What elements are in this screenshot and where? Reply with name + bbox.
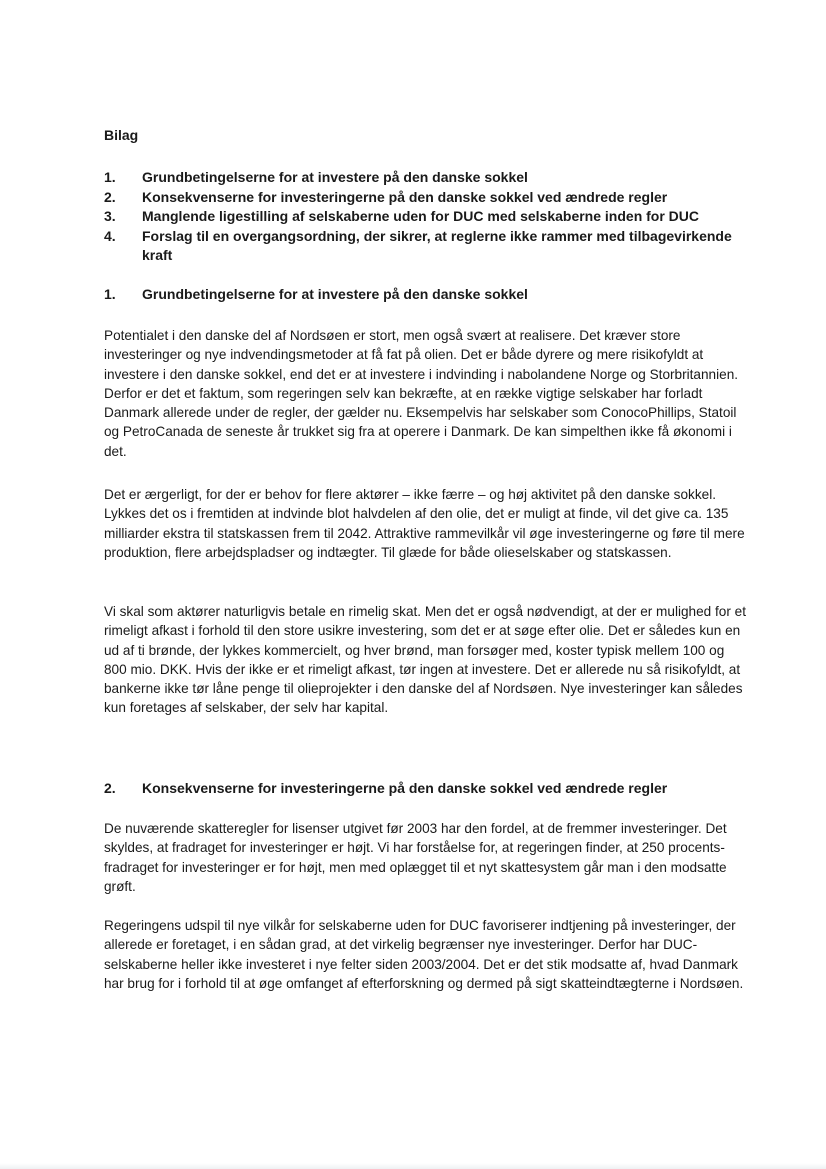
section-1-title <box>104 286 528 302</box>
section-2-paragraph-1: De nuværende skatteregler for lisenser utgivet før 2003 har den fordel, at de fremmer investeringer. Det skyldes, at fradraget for investeringer er højt. Vi har forståelse for, at regeringen finder, at 250 procents-fradraget for investeringer er for højt, men med oplægget til et nyt skattesystem går man i den modsatte grøft. <box>104 821 727 894</box>
section-1-paragraph-1: Potentialet i den danske del af Nordsøen er stort, men også svært at realisere. Det kræver store investeringer og nye indvendingsmetoder at få fat på olien. Det er både dyrere og mere risikofyldt at investere i den danske sokkel, end det er at investere i indvinding i nabolandene Norge og Storbritannien. Derfor er det et faktum, som regeringen selv kan bekræfte, at en række vigtige selskaber har forladt Danmark allerede under de regler, der gælder nu. Eksempelvis har selskaber som ConocoPhillips, Statoil og PetroCanada de seneste år trukket sig fra at operere i Danmark. De kan simpelthen ikke få økonomi i det. <box>104 328 739 459</box>
toc-item-text: Grundbetingelserne for at investere på den danske sokkel <box>142 169 528 185</box>
section-number: 1. <box>104 286 116 302</box>
toc-item-text: Forslag til en overgangsordning, der sikrer, at reglerne ikke rammer med tilbagevirkende kraft <box>142 227 732 263</box>
toc-item <box>104 227 764 266</box>
toc-item-number: 1. <box>104 169 116 185</box>
section-2-paragraph-2: Regeringens udspil til nye vilkår for selskaberne uden for DUC favoriserer indtjening på investeringer, der allerede er foretaget, i en sådan grad, at det virkelig begrænser nye investeringer. Derfor har DUC-selskaberne heller ikke investeret i nye felter siden 2003/2004. Det er det stik modsatte af, hvad Danmark har brug for i forhold til at øge omfanget af efterforskning og dermed på sigt skatteindtægterne i Nordsøen. <box>104 918 744 991</box>
scan-edge-shadow <box>0 1163 826 1169</box>
toc-item <box>104 188 764 208</box>
section-title-text: Konsekvenserne for investeringerne på den danske sokkel ved ændrede regler <box>142 780 668 796</box>
table-of-contents <box>104 168 764 266</box>
section-1-paragraph-3: Vi skal som aktører naturligvis betale en rimelig skat. Men det er også nødvendigt, at der er mulighed for et rimeligt afkast i forhold til den store usikre investering, som det er at søge efter olie. Det er således kun en ud af ti brønde, der lykkes kommercielt, og hver brønd, man forsøger med, koster typisk mellem 100 og 800 mio. DKK. Hvis der ikke er et rimeligt afkast, tør ingen at investere. Det er allerede nu så risikofyldt, at bankerne ikke tør låne penge til olieprojekter i den danske del af Nordsøen. Nye investeringer kan således kun foretages af selskaber, der selv har kapital. <box>104 604 746 716</box>
section-1-paragraph-2: Det er ærgerligt, for der er behov for flere aktører – ikke færre – og høj aktivitet på den danske sokkel. Lykkes det os i fremtiden at indvinde blot halvdelen af den olie, det er muligt at finde, vil det give ca. 135 milliarder ekstra til statskassen frem til 2042. Attraktive rammevilkår vil øge investeringerne og føre til mere produktion, flere arbejdspladser og indtægter. Til glæde for både olieselskaber og statskassen. <box>104 487 745 560</box>
document-heading: Bilag <box>104 127 139 143</box>
toc-item-number: 2. <box>104 188 116 205</box>
toc-item <box>104 207 764 227</box>
toc-item-text: Konsekvenserne for investeringerne på den danske sokkel ved ændrede regler <box>142 188 668 205</box>
toc-item-number: 4. <box>104 227 116 244</box>
toc-item-number: 3. <box>104 208 116 224</box>
toc-item-text: Manglende ligestilling af selskaberne uden for DUC med selskaberne inden for DUC <box>142 208 700 224</box>
toc-item <box>104 168 764 188</box>
section-title-text: Grundbetingelserne for at investere på den danske sokkel <box>142 286 528 302</box>
section-2-title <box>104 780 667 796</box>
section-number: 2. <box>104 780 116 796</box>
